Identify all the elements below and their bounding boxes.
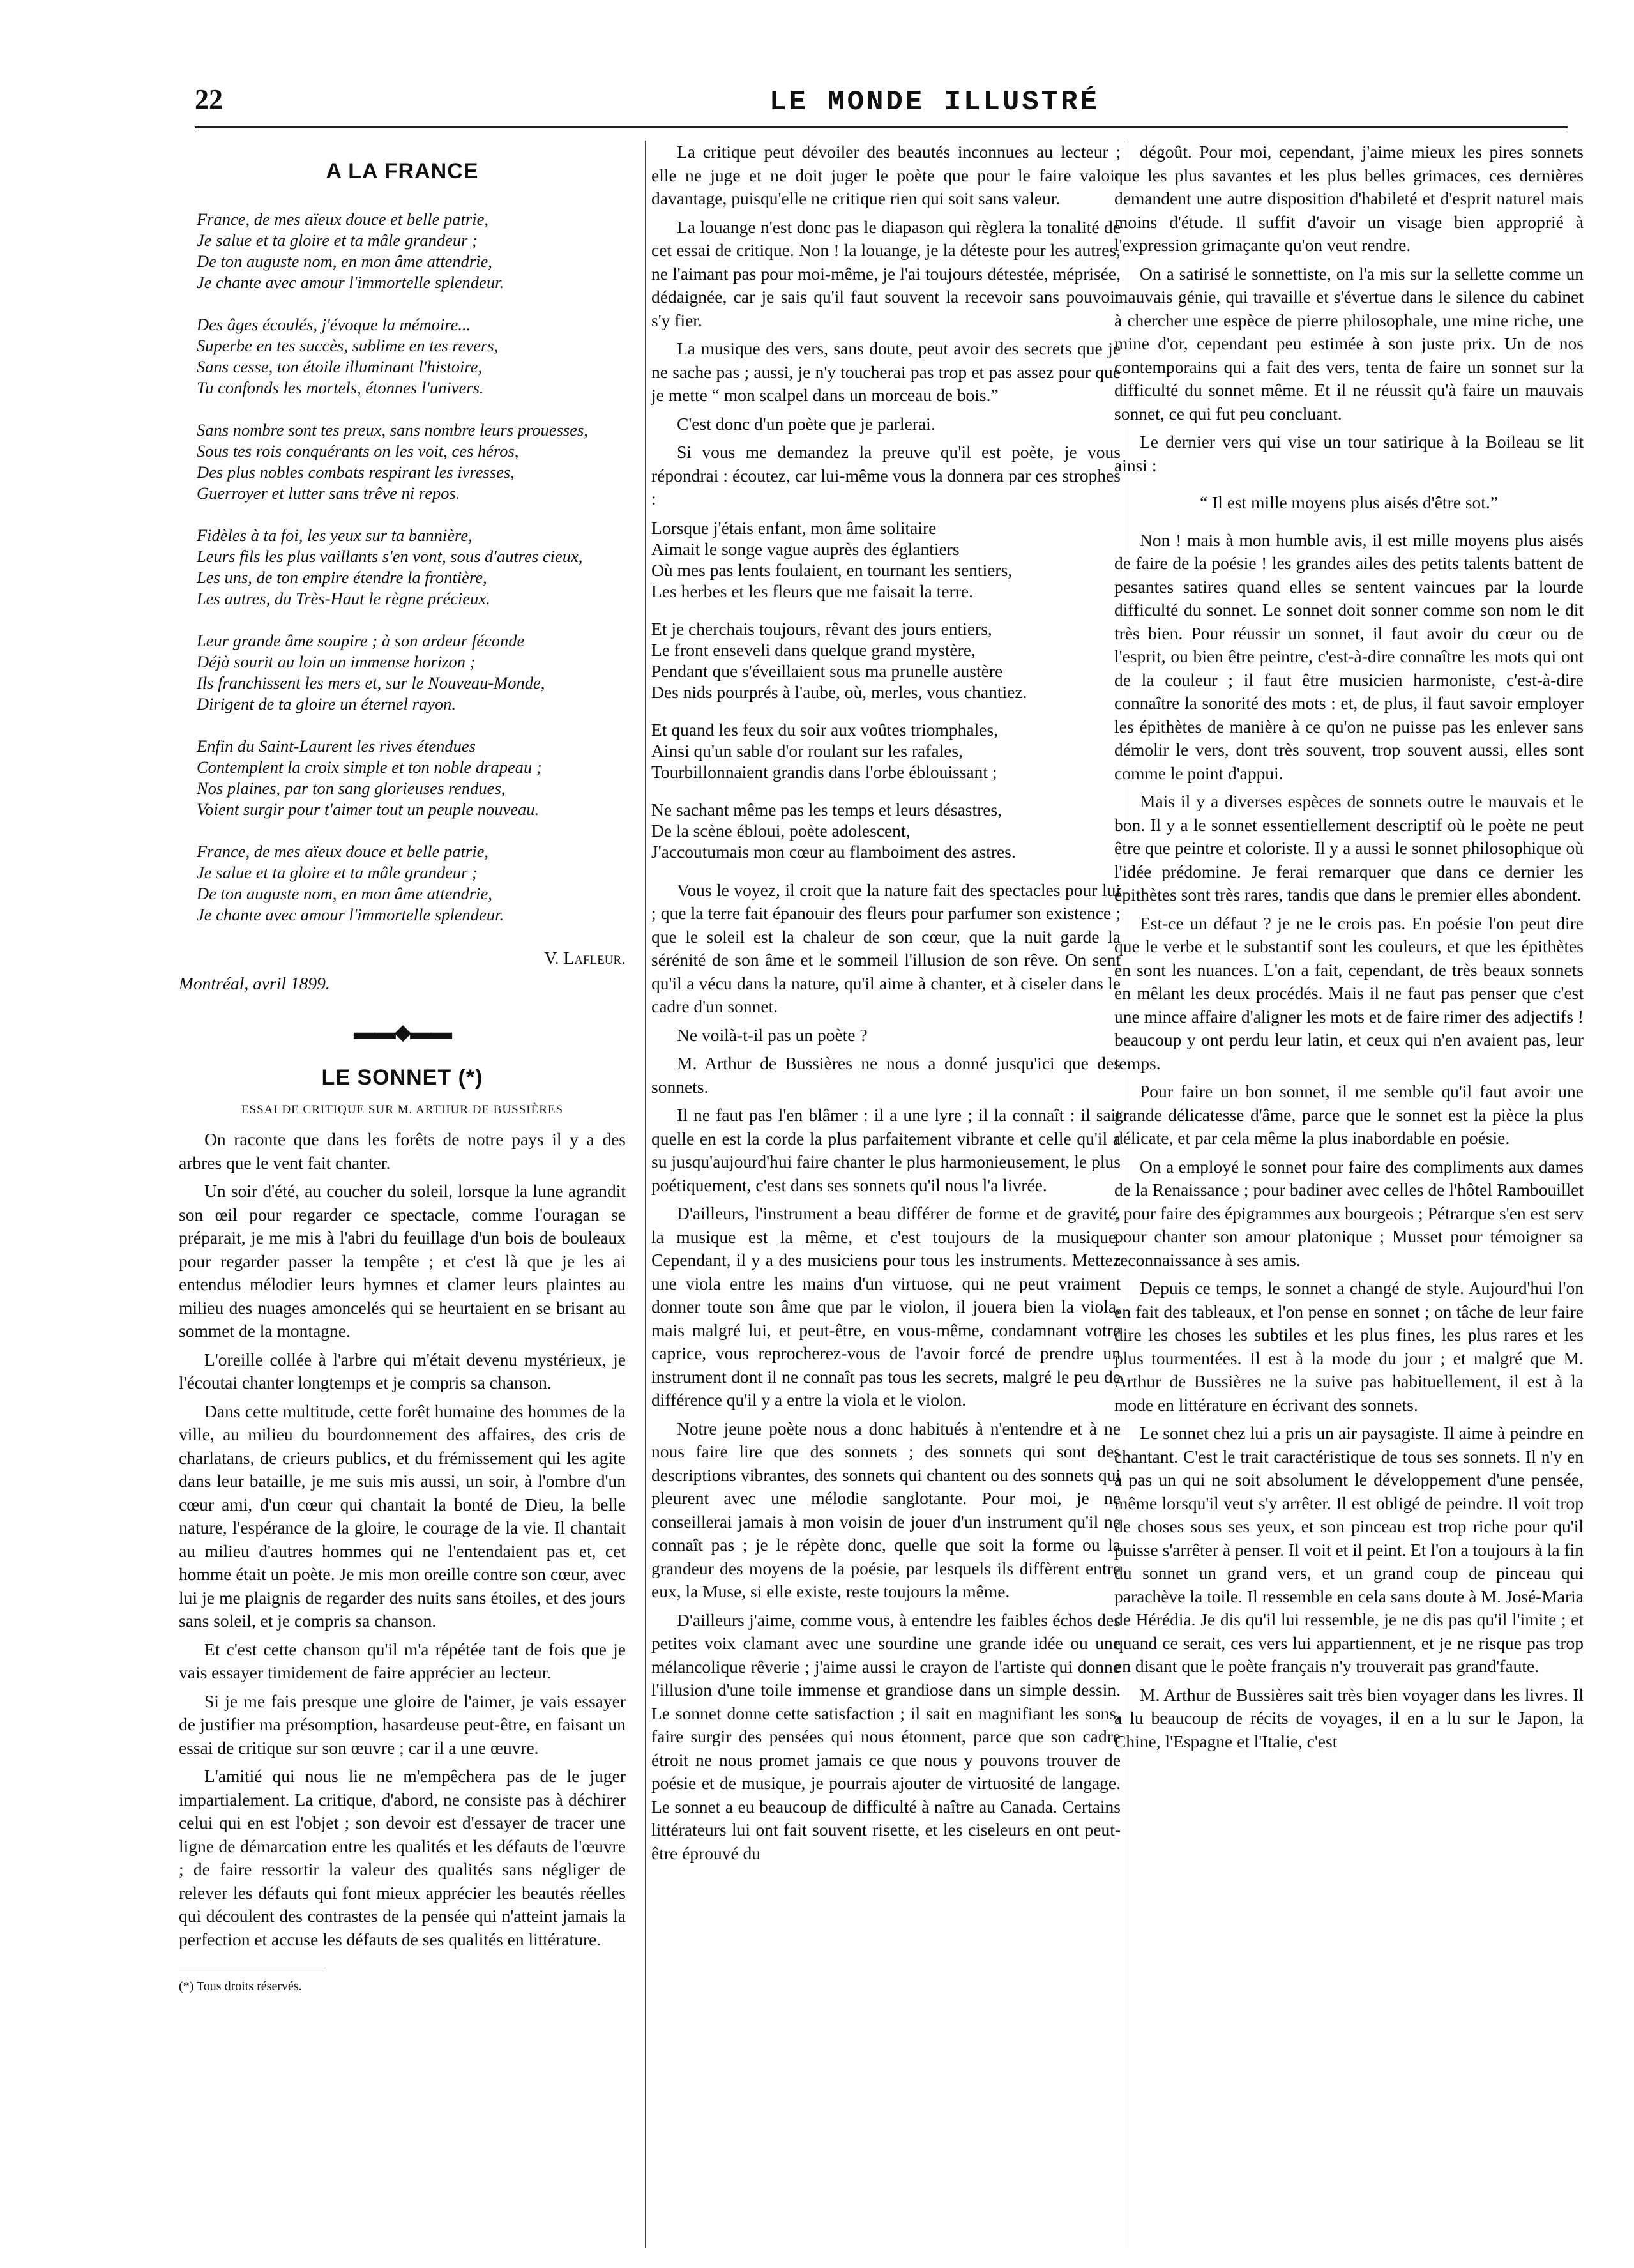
- poem-line: Des plus nobles combats respirant les ivresses,: [197, 462, 515, 482]
- paragraph: Ne voilà-t-il pas un poète ?: [677, 1024, 868, 1045]
- paragraph: Pour faire un bon sonnet, il me semble qu'il faut avoir une grande délicatesse d'âme, parce que le sonnet est la pièce la plus délicate, et par cela même la plus inabordable en poésie.: [1114, 1081, 1584, 1148]
- paragraph: Le sonnet chez lui a pris un air paysagiste. Il aime à peindre en chantant. C'est le trait caractéristique de tous ses sonnets. Il n'y en a pas un qui ne soit absolument le développement d'une pensée, même lorsqu'il veut s'y arrêter. Il est obligé de peindre. Il voit trop de choses sous ses yeux, et son pinceau est trop riche pour qu'il puisse s'arrêter à penser. Il voit et il peint. Et l'on a toujours à la fin du sonnet un grand vers, et un grand coup de pinceau qui parachève la toile. Il ressemble en cela sans doute à M. José-Maria de Hérédia. Je dis qu'il lui ressemble, je ne dis pas qu'il l'imite ; et quand ce serait, ces vers lui appartiennent, et je ne risque pas trop en disant que le poète français n'y trouverait pas grand'faute.: [1114, 1423, 1584, 1676]
- poem-line: Dirigent de ta gloire un éternel rayon.: [197, 694, 457, 713]
- sonnet-line: Et je cherchais toujours, rêvant des jours entiers,: [651, 618, 992, 639]
- poem-line: Les uns, de ton empire étendre la frontière,: [197, 567, 487, 587]
- boileau-quote: “ Il est mille moyens plus aisés d'être sot.”: [1199, 492, 1498, 512]
- poem-line: Tu confonds les mortels, étonnes l'univers.: [197, 377, 484, 397]
- poem-line: France, de mes aïeux douce et belle patrie,: [197, 841, 488, 861]
- poem-stanza: [197, 525, 626, 609]
- poem-line: Sans cesse, ton étoile illuminant l'histoire,: [197, 356, 483, 376]
- poem-line: Fidèles à ta foi, les yeux sur ta bannière,: [197, 525, 473, 545]
- column-2: [651, 141, 1121, 1870]
- poem-line: Je salue et ta gloire et ta mâle grandeur ;: [197, 230, 478, 250]
- sonnet-line: Tourbillonnaient grandis dans l'orbe éblouissant ;: [651, 761, 997, 782]
- paragraph: Vous le voyez, il croit que la nature fait des spectacles pour lui ; que la terre fait épanouir des fleurs pour parfumer son existence ; que le soleil est la chaleur de son cœur, que la nuit garde la sérénité de son âme et le sommeil l'illusion de son rêve. On sent qu'il a vécu dans la nature, qu'il aime à chanter, et à ciseler dans le cadre d'un sonnet.: [651, 879, 1121, 1016]
- poem-stanza: [197, 841, 626, 925]
- paragraph: Et c'est cette chanson qu'il m'a répétée tant de fois que je vais essayer timidement de faire apprécier au lecteur.: [179, 1639, 626, 1682]
- paragraph: La musique des vers, sans doute, peut avoir des secrets que je ne sache pas ; aussi, je n'y toucherai pas trop et pas assez pour que je mette “ mon scalpel dans un morceau de bois.”: [651, 339, 1121, 405]
- paragraph: L'oreille collée à l'arbre qui m'était devenu mystérieux, je l'écoutai chanter longtemps et je compris sa chanson.: [179, 1349, 626, 1392]
- column-3: [1114, 141, 1584, 1758]
- paragraph: Si je me fais presque une gloire de l'aimer, je vais essayer de justifier ma présomption, hasardeuse peut-être, en faisant un essai de critique sur son œuvre ; car il a une œuvre.: [179, 1691, 626, 1758]
- paragraph: On a satirisé le sonnettiste, on l'a mis sur la sellette comme un mauvais génie, qui travaille et s'évertue dans le silence du cabinet à chercher une espèce de pierre philosophale, une mine riche, une mine d'or, cependant peu estimée à son juste prix. Un de nos contemporains qui a fait des vers, tenta de faire un sonnet sur la difficulté du sonnet même. Et il ne réussit qu'à faire un mauvais sonnet, ce qui fut peu concluant.: [1114, 263, 1584, 423]
- sonnet-line: Des nids pourprés à l'aube, où, merles, vous chantiez.: [651, 681, 1027, 702]
- paragraph: La louange n'est donc pas le diapason qui règlera la tonalité de cet essai de critique. Non ! la louange, je la déteste pour les autres, ne l'aimant pas pour moi-même, je l'ai toujours détestée, méprisée, dédaignée, car je sais qu'il faut souvent la recevoir sans pouvoir s'y fier.: [651, 217, 1121, 330]
- poem-line: Contemplent la croix simple et ton noble drapeau ;: [197, 757, 542, 777]
- paragraph: Si vous me demandez la preuve qu'il est poète, je vous répondrai : écoutez, car lui-même vous la donnera par ces strophes :: [651, 442, 1121, 508]
- sonnet-line: J'accoutumais mon cœur au flamboiment des astres.: [651, 841, 1016, 862]
- poem-line: De ton auguste nom, en mon âme attendrie,: [197, 883, 492, 903]
- poem-stanza: [197, 736, 626, 820]
- paragraph: Il ne faut pas l'en blâmer : il a une lyre ; il la connaît : il sait quelle en est la corde la plus parfaitement vibrante et celle qu'il a su jusqu'aujourd'hui faire chanter le plus harmonieusement, le plus poétiquement, c'est dans ses sonnets qu'il nous l'a livrée.: [651, 1105, 1121, 1195]
- sonnet-line: Pendant que s'éveillaient sous ma prunelle austère: [651, 660, 1003, 681]
- paragraph: M. Arthur de Bussières sait très bien voyager dans les livres. Il a lu beaucoup de récits de voyages, il en a lu sur le Japon, la Chine, l'Espagne et l'Italie, c'est: [1114, 1684, 1584, 1751]
- paragraph: Non ! mais à mon humble avis, il est mille moyens plus aisés de faire de la poésie ! les grandes ailes des petits talents battent de pesantes satires quand elles se sentent vaincues par la lourde difficulté du sonnet. Le sonnet doit sonner comme son nom le dit très bien. Pour réussir un sonnet, il faut avoir du cœur ou de l'esprit, ou bien être peintre, c'est-à-dire connaître les mots qui ont de la couleur ; il faut être musicien harmoniste, c'est-à-dire connaître la sonorité des mots : et, de plus, il faut savoir employer les épithètes de manière à ce qu'on ne puisse pas les enlever sans démolir le vers, dont très souvent, trop souvent aussi, elles sont comme le point d'appui.: [1114, 529, 1584, 783]
- paragraph: Dans cette multitude, cette forêt humaine des hommes de la ville, au milieu du bourdonnement des affaires, des cris de charlatans, de crieurs publics, et du frémissement qui les agite dans leur bataille, je me suis mis aussi, un soir, à l'ombre d'un cœur ami, d'un cœur qui chantait la bonté de Dieu, la belle nature, l'espérance de la gloire, le courage de la vie. Il chantait au milieu d'autres hommes qui ne l'entendaient pas et, cet homme était un poète. Je mis mon oreille contre son cœur, avec lui je me plaignis de regarder des nuits sans étoiles, et des jours sans soleil, et je compris sa chanson.: [179, 1401, 626, 1631]
- paragraph: dégoût. Pour moi, cependant, j'aime mieux les pires sonnets que les plus savantes et les plus belles grimaces, ces dernières demandent une autre disposition d'habileté et d'esprit naturel mais moins d'étude. Il suffit d'avoir un visage bien approprié à l'expression grimaçante qu'on veut rendre.: [1114, 142, 1584, 255]
- page-number: 22: [195, 84, 223, 115]
- poem-line: Nos plaines, par ton sang glorieuses rendues,: [197, 778, 506, 798]
- paragraph: L'amitié qui nous lie ne m'empêchera pas de le juger impartialement. La critique, d'abord, ne consiste pas à déchirer celui qui en est l'objet ; son devoir est d'essayer de tracer une ligne de démarcation entre les qualités et les défauts de l'œuvre ; de faire ressortir la valeur des qualités sans négliger de relever les défauts qui font mieux apprécier les beautés réelles qui découlent des contrastes de la pensée qui n'atteint jamais la perfection et accuse les défauts de ses qualités en littérature.: [179, 1766, 626, 1949]
- paragraph: Un soir d'été, au coucher du soleil, lorsque la lune agrandit son œil pour regarder ce spectacle, comme l'ouragan se préparait, je me mis à l'abri du feuillage d'un bois de bouleaux pour regarder passer la tempête ; et c'est là que je les ai entendus mélodier leurs hymnes et clamer leurs plaintes au milieu des nuages amoncelés qui se heurtaient en se brisant au sommet de la montagne.: [179, 1181, 626, 1341]
- poem-line: Leur grande âme soupire ; à son ardeur féconde: [197, 630, 525, 650]
- poem-line: Je chante avec amour l'immortelle splendeur.: [197, 272, 504, 292]
- poem-line: Superbe en tes succès, sublime en tes revers,: [197, 335, 499, 355]
- column-divider-1: [645, 141, 646, 2248]
- sonnet-line: Les herbes et les fleurs que me faisait la terre.: [651, 581, 973, 601]
- poem-line: Enfin du Saint-Laurent les rives étendues: [197, 736, 476, 756]
- poem-stanza: [197, 314, 626, 399]
- ornament-divider: ▬▬◆▬▬: [353, 1020, 451, 1044]
- sonnet-stanza: [651, 517, 1121, 602]
- poem-body: [179, 209, 626, 925]
- poem-line: France, de mes aïeux douce et belle patrie,: [197, 209, 488, 229]
- sonnet-line: De la scène ébloui, poète adolescent,: [651, 820, 911, 841]
- sonnet-line: Ainsi qu'un sable d'or roulant sur les rafales,: [651, 740, 963, 761]
- paragraph: Depuis ce temps, le sonnet a changé de style. Aujourd'hui l'on en fait des tableaux, et l'on pense en sonnet ; on tâche de leur faire dire les choses les subtiles et les plus fines, les plus rares et les plus tourmentées. Il est à la mode du jour ; et malgré que M. Arthur de Bussières ne la suive pas habituellement, il est à la mode en littérature en écrivant des sonnets.: [1114, 1278, 1584, 1415]
- poem-line: Déjà sourit au loin un immense horizon ;: [197, 651, 476, 671]
- sonnet-line: Ne sachant même pas les temps et leurs désastres,: [651, 799, 1002, 819]
- paragraph: Mais il y a diverses espèces de sonnets outre le mauvais et le bon. Il y a le sonnet essentiellement descriptif où le poète ne peut être que peintre et coloriste. Il y a aussi le sonnet philosophique où l'idée prédomine. Je ferai remarquer que dans ce dernier les épithètes sont très rares, tandis que dans le premier elles abondent.: [1114, 791, 1584, 904]
- poem-line: Leurs fils les plus vaillants s'en vont, sous d'autres cieux,: [197, 546, 583, 566]
- paragraph: M. Arthur de Bussières ne nous a donné jusqu'ici que des sonnets.: [651, 1053, 1121, 1097]
- sonnet-stanza: [651, 618, 1121, 703]
- sonnet-quote: [651, 517, 1121, 862]
- footnote: (*) Tous droits réservés.: [179, 1968, 326, 1998]
- poem-line: Des âges écoulés, j'évoque la mémoire...: [197, 314, 471, 334]
- paragraph: On raconte que dans les forêts de notre pays il y a des arbres que le vent fait chanter.: [179, 1129, 626, 1173]
- journal-title: LE MONDE ILLUSTRÉ: [769, 86, 1100, 118]
- article-body-col1: [179, 1128, 626, 1951]
- paragraph: Notre jeune poète nous a donc habitués à n'entendre et à ne nous faire lire que des sonnets ; des sonnets qui sont des descriptions vibrantes, des sonnets qui chantent ou des sonnets qui pleurent avec une mélodie sanglotante. Pour moi, je ne conseillerai jamais à mon voisin de jouer d'un instrument qu'il ne connaît pas ; je le répète donc, quelle que soit la forme ou la grandeur des moyens de la poésie, par lesquels ils diffèrent entre eux, la Muse, si elle existe, reste toujours la même.: [651, 1418, 1121, 1601]
- poem-line: Ils franchissent les mers et, sur le Nouveau-Monde,: [197, 673, 545, 692]
- sonnet-line: Le front enseveli dans quelque grand mystère,: [651, 639, 976, 660]
- poem-signature: V. Lafleur.: [544, 947, 626, 968]
- poem-stanza: [197, 209, 626, 293]
- paragraph: Est-ce un défaut ? je ne le crois pas. En poésie l'on peut dire que le verbe et le substantif sont les couleurs, et que les épithètes en sont les nuances. L'on a fait, cependant, de très beaux sonnets en mêlant les deux procédés. Mais il ne faut pas penser que c'est une mince affaire d'aligner les mots et de faire rimer des adjectifs ! beaucoup y ont perdu leur latin, et ceux qui n'en avaient pas, leur temps.: [1114, 913, 1584, 1073]
- article-body-col2-b: [651, 879, 1121, 1866]
- poem-place-date: Montréal, avril 1899.: [179, 973, 330, 993]
- paragraph: C'est donc d'un poète que je parlerai.: [677, 413, 935, 434]
- poem-line: De ton auguste nom, en mon âme attendrie,: [197, 251, 492, 271]
- poem-line: Les autres, du Très-Haut le règne précieux.: [197, 588, 490, 608]
- poem-line: Je salue et ta gloire et ta mâle grandeur ;: [197, 862, 478, 882]
- article-subtitle: ESSAI DE CRITIQUE SUR M. ARTHUR DE BUSSIÈRES: [241, 1102, 564, 1116]
- header-rule-top: [195, 126, 1568, 128]
- poem-line: Voient surgir pour t'aimer tout un peuple nouveau.: [197, 799, 540, 819]
- paragraph: On a employé le sonnet pour faire des compliments aux dames de la Renaissance ; pour badiner avec celles de l'hôtel Rambouillet ; pour faire des épigrammes aux bourgeois ; Pétrarque s'en est serv pour chanter son amour platonique ; Musset pour témoigner sa reconnaissance à ses amis.: [1114, 1156, 1584, 1270]
- paragraph: La critique peut dévoiler des beautés inconnues au lecteur ; elle ne juge et ne doit juger le poète que pour le faire valoir davantage, puisqu'elle ne critique rien qui soit sans valeur.: [651, 142, 1121, 208]
- sonnet-line: Et quand les feux du soir aux voûtes triomphales,: [651, 719, 999, 740]
- article-body-col2-a: [651, 141, 1121, 511]
- sonnet-line: Aimait le songe vague auprès des églantiers: [651, 538, 960, 559]
- paragraph: D'ailleurs j'aime, comme vous, à entendre les faibles échos des petites voix clamant avec une sourdine une grande idée ou une mélancolique rêverie ; j'aime aussi le crayon de l'artiste qui donne l'illusion d'une toile immense et grandiose dans un simple dessin. Le sonnet donne cette satisfaction ; il sait en magnifiant les sons, faire surgir des pensées qui nous étonnent, parce que son cadre étroit ne nous promet jamais ce que nous y pouvons trouver de poésie et de musique, je pourrais ajouter de virtuosité de langage. Le sonnet a eu beaucoup de difficulté à naître au Canada. Certains littérateurs lui ont fait souvent risette, et les ciseleurs en ont peut-être éprouvé du: [651, 1610, 1121, 1863]
- sonnet-line: Où mes pas lents foulaient, en tournant les sentiers,: [651, 559, 1013, 580]
- poem-line: Guerroyer et lutter sans trêve ni repos.: [197, 483, 460, 503]
- paragraph: Le dernier vers qui vise un tour satirique à la Boileau se lit ainsi :: [1114, 432, 1584, 475]
- poem-title: A LA FRANCE: [326, 159, 479, 183]
- sonnet-stanza: [651, 799, 1121, 862]
- poem-stanza: [197, 420, 626, 504]
- article-body-col3-b: [1114, 529, 1584, 1754]
- poem-line: Sous tes rois conquérants on les voit, ces héros,: [197, 441, 519, 460]
- poem-line: Je chante avec amour l'immortelle splendeur.: [197, 904, 504, 924]
- poem-line: Sans nombre sont tes preux, sans nombre leurs prouesses,: [197, 420, 588, 439]
- column-1: [179, 141, 626, 1998]
- paragraph: D'ailleurs, l'instrument a beau différer de forme et de gravité, la musique est la même, et c'est toujours de la musique. Cependant, il y a des musiciens pour tous les instruments. Mettez une viola entre les mains d'un virtuose, qui ne peut vraiment donner toute son âme que par le violon, il jouera bien la viola, mais malgré lui, et peut-être, en vous-même, condamnant votre caprice, vous reprocherez-vous de l'avoir forcé de prendre un instrument dont il ne connaît pas tous les secrets, malgré le peu de différence qu'il y a entre la viola et le violon.: [651, 1203, 1121, 1410]
- poem-stanza: [197, 630, 626, 715]
- sonnet-stanza: [651, 719, 1121, 782]
- sonnet-line: Lorsque j'étais enfant, mon âme solitaire: [651, 517, 937, 538]
- article-body-col3-a: [1114, 141, 1584, 477]
- article-title: LE SONNET (*): [321, 1065, 483, 1090]
